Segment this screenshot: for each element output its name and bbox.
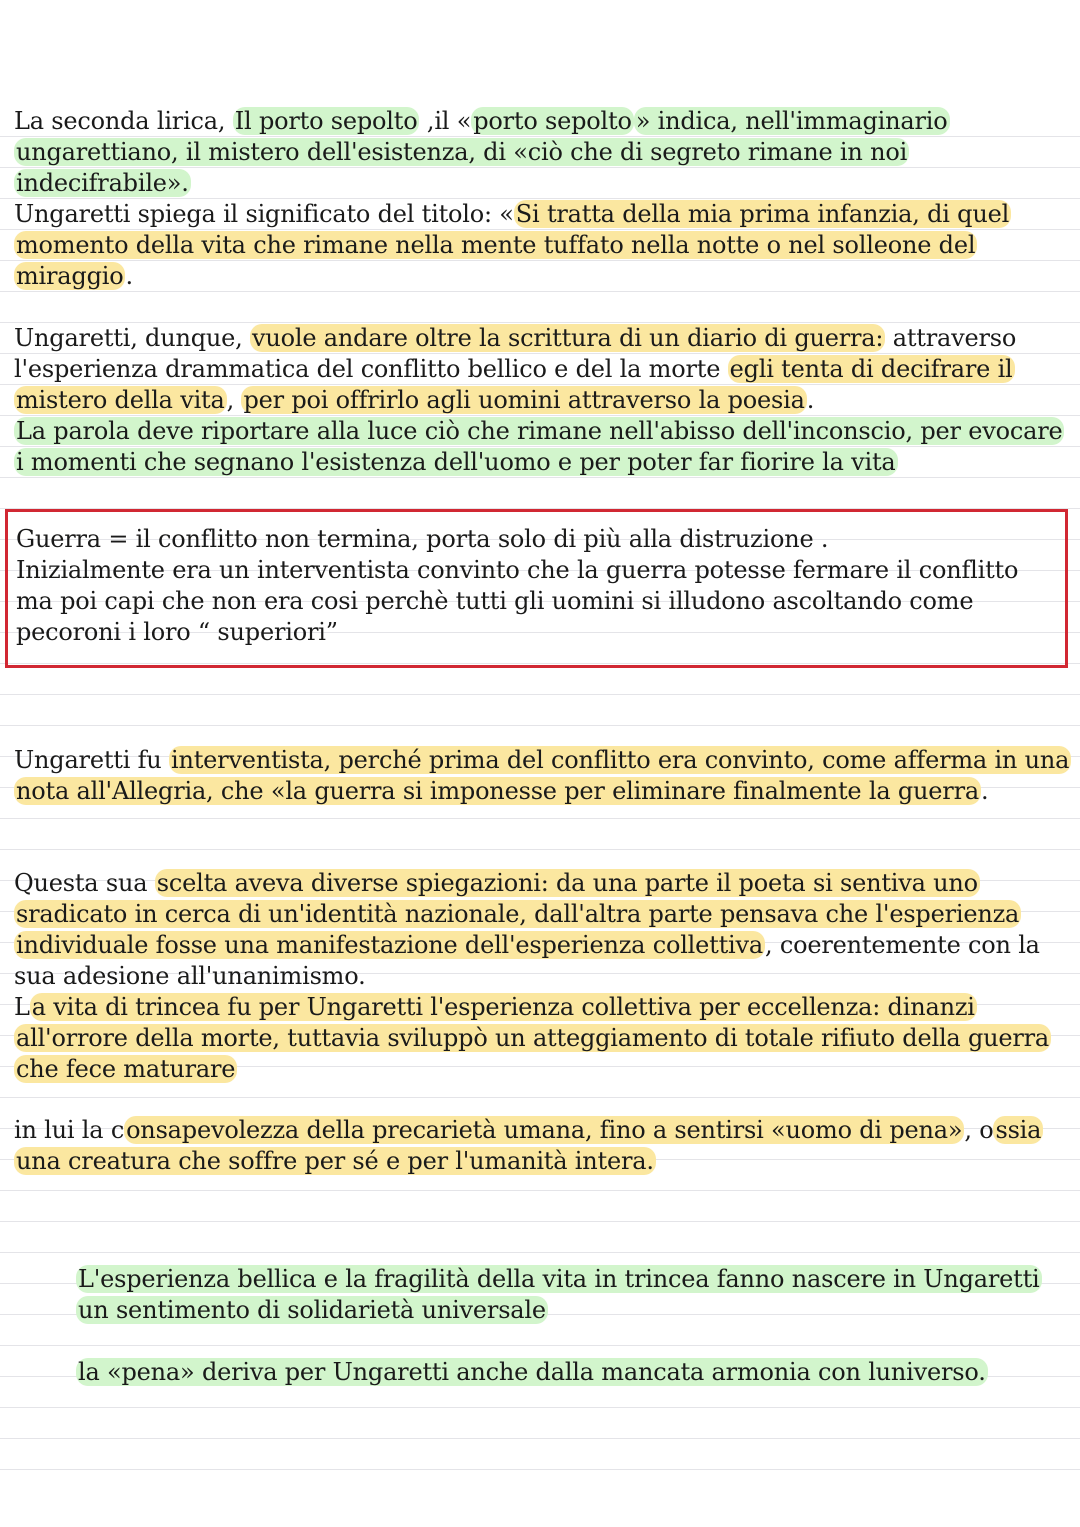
- boxed-note-line: pecoroni i loro “ superiori”: [16, 618, 338, 646]
- boxed-note: [5, 509, 1068, 668]
- text-segment: Ungaretti fu: [14, 746, 169, 774]
- text-segment: ,: [226, 386, 242, 414]
- highlight-green: la «pena» deriva per Ungaretti anche dalla mancata armonia con luniverso.: [78, 1358, 986, 1386]
- highlight-green: Il porto sepolto: [234, 107, 418, 135]
- highlight-yellow: egli tenta di decifrare il mistero della vita: [16, 355, 1013, 414]
- boxed-note-line: ma poi capi che non era cosi perchè tutti gli uomini si illudono ascoltando come: [16, 587, 974, 615]
- highlight-yellow: onsapevolezza della precarietà umana, fino a sentirsi «uomo di pena»: [126, 1116, 963, 1144]
- highlight-yellow: vuole andare oltre la scrittura di un diario di guerra:: [252, 324, 884, 352]
- text-segment: La seconda lirica,: [14, 107, 233, 135]
- text-segment: , coerentemente con la sua adesione all'unanimismo.: [14, 931, 1040, 990]
- text-segment: in lui la c: [14, 1116, 125, 1144]
- text-segment: Questa sua: [14, 869, 155, 897]
- boxed-note-text: [16, 524, 1061, 648]
- text-segment: ,: [964, 1116, 980, 1144]
- highlight-yellow: scelta aveva diverse spiegazioni: da una parte il poeta si sentiva uno sradicato in cerca di un'identità nazionale, dall'altra parte pensava che l'esperienza individuale fosse una manifestazione dell'esperienza collettiva: [16, 869, 1020, 959]
- highlight-green: L'esperienza bellica e la fragilità della vita in trincea fanno nascere in Ungaretti un sentimento di solidarietà universale: [78, 1265, 1040, 1324]
- text-segment: o: [979, 1116, 994, 1144]
- boxed-note-line: Inizialmente era un interventista convinto che la guerra potesse fermare il conflitto: [16, 556, 1019, 584]
- text-segment: Ungaretti spiega il significato del titolo: «: [14, 200, 514, 228]
- paragraph-word-role: [14, 416, 1074, 478]
- paragraph-pena: [76, 1357, 1074, 1388]
- text-segment: L: [14, 993, 30, 1021]
- text-segment: .: [806, 386, 815, 414]
- paragraph-war-diary: [14, 323, 1074, 416]
- highlight-green: » indica, nell'immaginario ungarettiano, il mistero dell'esistenza, di «ciò che di segreto rimane in noi indecifrabile».: [16, 107, 948, 197]
- highlight-yellow: ssia una creatura che soffre per sé e per l'umanità intera.: [16, 1116, 1042, 1175]
- text-segment: .: [125, 262, 133, 290]
- highlight-yellow: per poi offrirlo agli uomini attraverso la poesia: [243, 386, 805, 414]
- highlight-yellow: a vita di trincea fu per Ungaretti l'esperienza collettiva per eccellenza: dinanzi all'orrore della morte, tuttavia sviluppò un atteggiamento di totale rifiuto della guerra che fece maturare: [16, 993, 1050, 1083]
- text-segment: ,il «: [419, 107, 472, 135]
- text-segment: attraverso l'esperienza drammatica del conflitto bellico e del la morte: [14, 324, 1017, 383]
- highlight-green: La parola deve riportare alla luce ciò che rimane nell'abisso dell'inconscio, per evocare i momenti che segnano l'esistenza dell'uomo e per poter far fiorire la vita: [16, 417, 1063, 476]
- paragraph-interventionist: [14, 745, 1074, 807]
- highlight-green: porto sepolto: [473, 107, 632, 135]
- paragraph-title-meaning: [14, 199, 1074, 292]
- text-segment: .: [980, 777, 989, 805]
- paragraph-choice-reasons: [14, 868, 1074, 992]
- highlight-yellow: interventista, perché prima del conflitto era convinto, come afferma in una nota all'Allegria, che «la guerra si imponesse per eliminare finalmente la guerra: [16, 746, 1070, 805]
- highlight-yellow: Si tratta della mia prima infanzia, di quel momento della vita che rimane nella mente tuffato nella notte o nel solleone del miraggio: [16, 200, 1010, 290]
- paragraph-trench-life: [14, 992, 1074, 1085]
- text-segment: Ungaretti, dunque,: [14, 324, 251, 352]
- boxed-note-line: Guerra = il conflitto non termina, porta solo di più alla distruzione .: [16, 525, 829, 553]
- paragraph-porto-sepolto: [14, 106, 1074, 199]
- paragraph-solidarity: [76, 1264, 1074, 1326]
- paragraph-awareness: [14, 1115, 1074, 1177]
